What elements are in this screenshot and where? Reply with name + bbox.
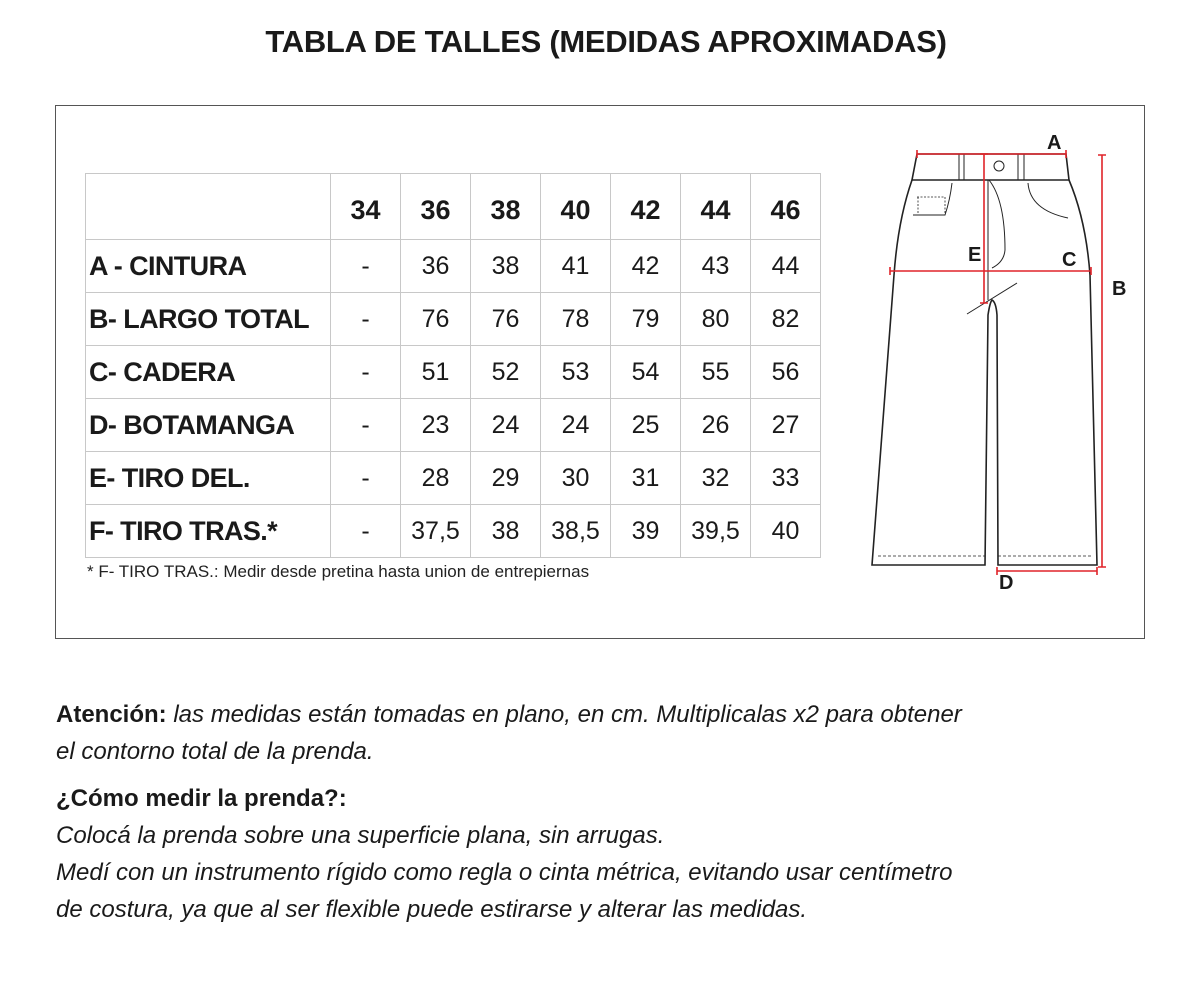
measure-cell: 26 — [681, 399, 751, 452]
measure-cell: 41 — [541, 240, 611, 293]
measure-cell: 38 — [471, 240, 541, 293]
measure-cell: - — [331, 452, 401, 505]
size-header: 42 — [611, 174, 681, 240]
measure-cell: - — [331, 346, 401, 399]
how-to-line-2: Medí con un instrumento rígido como regla o cinta métrica, evitando usar centímetro — [56, 859, 953, 886]
size-table — [85, 173, 821, 558]
measure-cell: 79 — [611, 293, 681, 346]
size-header: 36 — [401, 174, 471, 240]
measure-cell: 38 — [471, 505, 541, 558]
measure-e — [980, 154, 988, 303]
table-row — [86, 240, 821, 293]
table-row — [86, 346, 821, 399]
label-d: D — [999, 572, 1014, 594]
measure-cell: 28 — [401, 452, 471, 505]
measure-cell: 80 — [681, 293, 751, 346]
measure-cell: 30 — [541, 452, 611, 505]
measure-cell: 55 — [681, 346, 751, 399]
size-header: 40 — [541, 174, 611, 240]
attention-text: las medidas están tomadas en plano, en cm. Multiplicalas x2 para obtener — [166, 701, 962, 728]
footnote: * F- TIRO TRAS.: Medir desde pretina hasta union de entrepiernas — [87, 562, 590, 581]
measure-cell: - — [331, 293, 401, 346]
row-label: A - CINTURA — [86, 240, 331, 293]
how-to-line-1: Colocá la prenda sobre una superficie plana, sin arrugas. — [56, 822, 665, 849]
measure-a — [917, 150, 1066, 158]
measure-cell: - — [331, 399, 401, 452]
measure-cell: 42 — [611, 240, 681, 293]
page-title: TABLA DE TALLES (MEDIDAS APROXIMADAS) — [265, 24, 947, 59]
measure-cell: 78 — [541, 293, 611, 346]
pants-diagram — [860, 120, 1140, 600]
measure-cell: 36 — [401, 240, 471, 293]
table-header-row — [86, 174, 821, 240]
row-label: E- TIRO DEL. — [86, 452, 331, 505]
corner-cell — [86, 174, 331, 240]
measure-b — [1098, 155, 1106, 567]
row-label: F- TIRO TRAS.* — [86, 505, 331, 558]
measure-cell: 39,5 — [681, 505, 751, 558]
measure-cell: 51 — [401, 346, 471, 399]
row-label: D- BOTAMANGA — [86, 399, 331, 452]
table-row — [86, 505, 821, 558]
size-header: 34 — [331, 174, 401, 240]
how-to-measure — [56, 780, 952, 928]
measure-cell: 56 — [751, 346, 821, 399]
measure-cell: 33 — [751, 452, 821, 505]
measure-cell: 54 — [611, 346, 681, 399]
how-to-heading: ¿Cómo medir la prenda?: — [56, 785, 347, 812]
measure-cell: 38,5 — [541, 505, 611, 558]
measure-cell: 52 — [471, 346, 541, 399]
measure-cell: 25 — [611, 399, 681, 452]
measure-cell: 76 — [471, 293, 541, 346]
table-row — [86, 452, 821, 505]
label-a: A — [1047, 132, 1062, 154]
measure-cell: 23 — [401, 399, 471, 452]
measure-cell: 24 — [541, 399, 611, 452]
row-label: C- CADERA — [86, 346, 331, 399]
size-header: 44 — [681, 174, 751, 240]
measure-cell: 44 — [751, 240, 821, 293]
measure-cell: 31 — [611, 452, 681, 505]
measure-cell: 37,5 — [401, 505, 471, 558]
attention-note — [56, 696, 962, 770]
measure-cell: 39 — [611, 505, 681, 558]
attention-text-2: el contorno total de la prenda. — [56, 738, 374, 765]
measure-cell: 53 — [541, 346, 611, 399]
measure-cell: 76 — [401, 293, 471, 346]
measure-cell: - — [331, 240, 401, 293]
label-c: C — [1062, 249, 1077, 271]
row-label: B- LARGO TOTAL — [86, 293, 331, 346]
how-to-line-3: de costura, ya que al ser flexible puede estirarse y alterar las medidas. — [56, 896, 808, 923]
size-header: 46 — [751, 174, 821, 240]
measure-cell: 27 — [751, 399, 821, 452]
measure-cell: 24 — [471, 399, 541, 452]
attention-label: Atención: — [56, 701, 167, 728]
table-row — [86, 293, 821, 346]
measure-cell: 43 — [681, 240, 751, 293]
label-e: E — [968, 244, 982, 266]
label-b: B — [1112, 278, 1127, 300]
measure-cell: - — [331, 505, 401, 558]
measure-cell: 32 — [681, 452, 751, 505]
measure-cell: 29 — [471, 452, 541, 505]
size-header: 38 — [471, 174, 541, 240]
table-row — [86, 399, 821, 452]
measure-c — [890, 267, 1091, 275]
measure-cell: 82 — [751, 293, 821, 346]
measure-cell: 40 — [751, 505, 821, 558]
